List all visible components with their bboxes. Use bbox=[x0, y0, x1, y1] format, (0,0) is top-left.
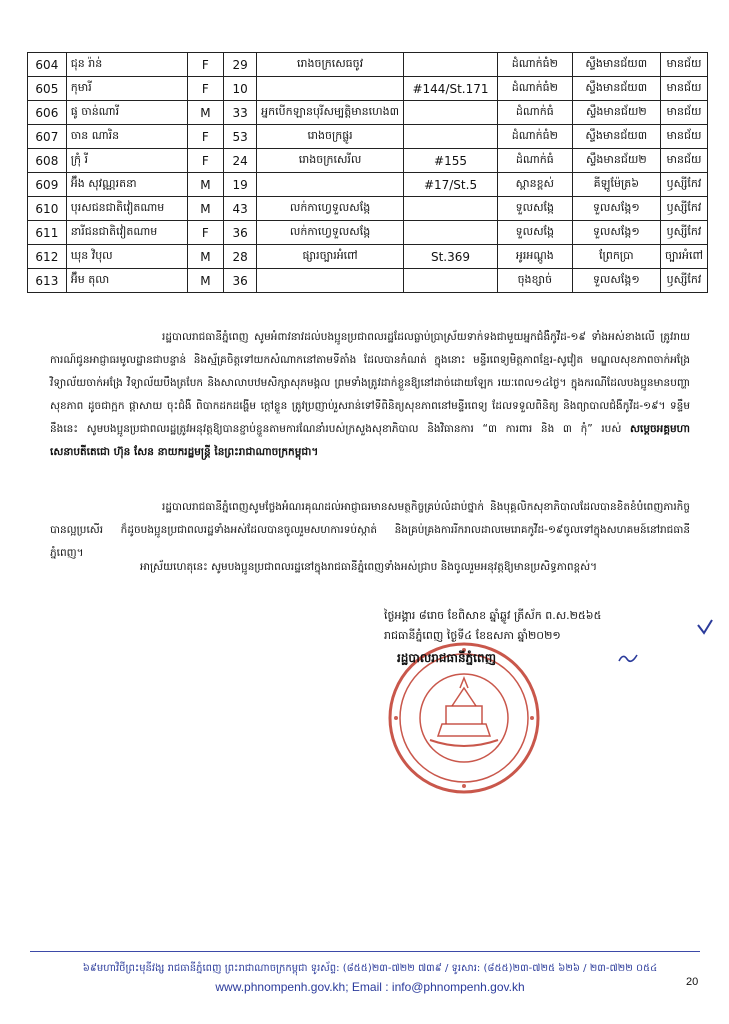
patient-sex-cell: F bbox=[187, 125, 223, 149]
workplace-cell: រោងចក្រសេរីល bbox=[257, 149, 404, 173]
case-number-cell: 610 bbox=[28, 197, 67, 221]
patient-name-cell: អ៊ឹង សុវណ្ណរតនា bbox=[66, 173, 187, 197]
workplace-cell bbox=[257, 77, 404, 101]
house-address-cell bbox=[404, 125, 498, 149]
patient-name-cell: នារីជនជាតិវៀតណាម bbox=[66, 221, 187, 245]
table-row bbox=[28, 125, 708, 149]
case-number-cell: 605 bbox=[28, 77, 67, 101]
district-cell: មានជ័យ bbox=[660, 149, 707, 173]
workplace-cell bbox=[257, 173, 404, 197]
house-address-cell bbox=[404, 101, 498, 125]
patient-name-cell: ជុន រ៉ាន់ bbox=[66, 53, 187, 77]
village-cell: ទួលសង្កែ bbox=[498, 221, 573, 245]
footer-divider bbox=[30, 951, 700, 952]
patient-sex-cell: F bbox=[187, 53, 223, 77]
village-cell: ដំណាក់ធំ២ bbox=[498, 77, 573, 101]
district-cell: ឫស្សីកែវ bbox=[660, 269, 707, 293]
house-address-cell bbox=[404, 197, 498, 221]
patient-age-cell: 36 bbox=[224, 221, 257, 245]
patient-name-cell: បុរសជនជាតិវៀតណាម bbox=[66, 197, 187, 221]
patient-sex-cell: F bbox=[187, 221, 223, 245]
appeal-paragraph bbox=[50, 326, 690, 464]
lunar-date: ថ្ងៃអង្គារ ៨រោច ខែពិសាខ ឆ្នាំឆ្លូវ ត្រីស័ក ព.ស.២៥៦៥ bbox=[384, 609, 602, 622]
commune-cell: ស្ទឹងមានជ័យ៣ bbox=[572, 125, 660, 149]
house-address-cell bbox=[404, 221, 498, 245]
table-row bbox=[28, 77, 708, 101]
district-cell: មានជ័យ bbox=[660, 53, 707, 77]
patient-sex-cell: M bbox=[187, 245, 223, 269]
house-address-cell: #155 bbox=[404, 149, 498, 173]
patient-name-cell: ផូ ចាន់ណារី bbox=[66, 101, 187, 125]
patient-age-cell: 29 bbox=[224, 53, 257, 77]
patient-sex-cell: M bbox=[187, 269, 223, 293]
case-number-cell: 612 bbox=[28, 245, 67, 269]
case-number-cell: 606 bbox=[28, 101, 67, 125]
patient-sex-cell: F bbox=[187, 77, 223, 101]
commune-cell: ទួលសង្កែ១ bbox=[572, 269, 660, 293]
patient-age-cell: 24 bbox=[224, 149, 257, 173]
commune-cell: គីឡូម៉ែត្រ៦ bbox=[572, 173, 660, 197]
patient-sex-cell: M bbox=[187, 197, 223, 221]
patient-age-cell: 43 bbox=[224, 197, 257, 221]
house-address-cell: #17/St.5 bbox=[404, 173, 498, 197]
house-address-cell: #144/St.171 bbox=[404, 77, 498, 101]
table-row bbox=[28, 245, 708, 269]
village-cell: ទួលសង្កែ bbox=[498, 197, 573, 221]
village-cell: ដំណាក់ធំ bbox=[498, 101, 573, 125]
patient-age-cell: 10 bbox=[224, 77, 257, 101]
village-cell: អូរអណ្តូង bbox=[498, 245, 573, 269]
patient-name-cell: កុមារី bbox=[66, 77, 187, 101]
commune-cell: ស្ទឹងមានជ័យ៣ bbox=[572, 53, 660, 77]
workplace-cell: ផ្សារច្បារអំពៅ bbox=[257, 245, 404, 269]
table-row bbox=[28, 173, 708, 197]
signer-title: រដ្ឋបាលរាជធានីភ្នំពេញ bbox=[397, 651, 497, 665]
patient-name-cell: ចាន ណារិន bbox=[66, 125, 187, 149]
case-rows bbox=[28, 53, 708, 293]
prime-minister-title: សម្តេចអគ្គមហាសេនាបតីតេជោ ហ៊ុន សែន នាយករដ្ឋមន្ត្រី នៃព្រះរាជាណាចក្រកម្ពុជា។ bbox=[50, 423, 690, 458]
table-row bbox=[28, 53, 708, 77]
case-number-cell: 604 bbox=[28, 53, 67, 77]
workplace-cell: លក់កាហ្វេទួលសង្កែ bbox=[257, 197, 404, 221]
covid-cases-table bbox=[27, 52, 708, 293]
workplace-cell: អ្នកបើកឡានបុរីសម្បត្តិមានហេង៣ bbox=[257, 101, 404, 125]
table-row bbox=[28, 269, 708, 293]
district-cell: ឫស្សីកែវ bbox=[660, 221, 707, 245]
village-cell: ដំណាក់ធំ២ bbox=[498, 53, 573, 77]
footer-contact: www.phnompenh.gov.kh; Email : info@phnompenh.gov.kh bbox=[215, 980, 525, 994]
village-cell: ចុងខ្សាច់ bbox=[498, 269, 573, 293]
patient-name-cell: ឃុន វិបុល bbox=[66, 245, 187, 269]
page-number: 20 bbox=[686, 976, 699, 988]
workplace-cell bbox=[257, 269, 404, 293]
patient-age-cell: 36 bbox=[224, 269, 257, 293]
case-number-cell: 611 bbox=[28, 221, 67, 245]
village-cell: ដំណាក់ធំ២ bbox=[498, 125, 573, 149]
footer-address: ៦៩មហាវិថីព្រះមុនីវង្ស រាជធានីភ្នំពេញ ព្រះរាជាណាចក្រកម្ពុជា ទូរស័ព្ទ: (៨៥៥)២៣-៧២២ ៧៣៩ / ទូរសារ: (៨៥៥)២៣-៧២៥ ៦២៦ / ២៣-៧២២ ០៥៤ bbox=[82, 963, 658, 974]
district-cell: ឫស្សីកែវ bbox=[660, 197, 707, 221]
district-cell: មានជ័យ bbox=[660, 101, 707, 125]
commune-cell: ស្ទឹងមានជ័យ២ bbox=[572, 149, 660, 173]
district-cell: ច្បារអំពៅ bbox=[660, 245, 707, 269]
commune-cell: ព្រែកប្រា bbox=[572, 245, 660, 269]
district-cell: មានជ័យ bbox=[660, 125, 707, 149]
patient-sex-cell: M bbox=[187, 101, 223, 125]
checkmark-signature-icon bbox=[696, 618, 714, 636]
commune-cell: ស្ទឹងមានជ័យ២ bbox=[572, 101, 660, 125]
house-address-cell: St.369 bbox=[404, 245, 498, 269]
patient-name-cell: ក្រុំ រី bbox=[66, 149, 187, 173]
workplace-cell: លក់កាហ្វេទួលសង្កែ bbox=[257, 221, 404, 245]
village-cell: ដំណាក់ធំ bbox=[498, 149, 573, 173]
case-number-cell: 609 bbox=[28, 173, 67, 197]
commune-cell: ទួលសង្កែ១ bbox=[572, 197, 660, 221]
conclusion-paragraph: អាស្រ័យហេតុនេះ សូមបងប្អូនប្រជាពលរដ្ឋនៅក្នុងរាជធានីភ្នំពេញទាំងអស់ជ្រាប និងចូលរួមអនុវត្តឱ្យមានប្រសិទ្ធភាពខ្ពស់។ bbox=[140, 561, 598, 573]
case-number-cell: 608 bbox=[28, 149, 67, 173]
commune-cell: ទួលសង្កែ១ bbox=[572, 221, 660, 245]
patient-age-cell: 53 bbox=[224, 125, 257, 149]
table-row bbox=[28, 101, 708, 125]
thanks-paragraph: រដ្ឋបាលរាជធានីភ្នំពេញសូមថ្លែងអំណរគុណដល់អាជ្ញាធរមានសមត្ថកិច្ចគ្រប់លំដាប់ថ្នាក់ និងបុគ្គលិកសុខាភិបាលដែលបានខិតខំបំពេញភារកិច្ចបានល្អប្រសើរ ក៏ដូចបងប្អូនប្រជាពលរដ្ឋទាំងអស់ដែលបានចូលរួមសហការទប់ស្កាត់ និងគ្រប់គ្រងការរីករាលដាលមេរោគកូវីដ-១៩ចូលទៅក្នុងសហគមន៍នៅរាជធានីភ្នំពេញ។ bbox=[50, 501, 690, 559]
case-number-cell: 613 bbox=[28, 269, 67, 293]
patient-name-cell: អ៊ឹម តុលា bbox=[66, 269, 187, 293]
workplace-cell: រោងចក្រផ្លូរ bbox=[257, 125, 404, 149]
village-cell: ស្ពានខ្ពស់ bbox=[498, 173, 573, 197]
signature-icon bbox=[617, 651, 639, 665]
district-cell: ឫស្សីកែវ bbox=[660, 173, 707, 197]
table-row bbox=[28, 221, 708, 245]
patient-sex-cell: F bbox=[187, 149, 223, 173]
table-row bbox=[28, 197, 708, 221]
house-address-cell bbox=[404, 53, 498, 77]
house-address-cell bbox=[404, 269, 498, 293]
table-row bbox=[28, 149, 708, 173]
commune-cell: ស្ទឹងមានជ័យ៣ bbox=[572, 77, 660, 101]
district-cell: មានជ័យ bbox=[660, 77, 707, 101]
workplace-cell: រោងចក្រសេធចូវ bbox=[257, 53, 404, 77]
patient-age-cell: 33 bbox=[224, 101, 257, 125]
patient-sex-cell: M bbox=[187, 173, 223, 197]
patient-age-cell: 19 bbox=[224, 173, 257, 197]
appeal-text: រដ្ឋបាលរាជធានីភ្នំពេញ សូមអំពាវនាវដល់បងប្អូនប្រជាពលរដ្ឋដែលធ្លាប់ប្រាស្រ័យទាក់ទងជាមួយអ្នកជំងឺកូវីដ-១៩ ទាំងអស់ខាងលើ ត្រូវរាយការណ៍ជូនអាជ្ញាធរមូលដ្ឋានជាបន្ទាន់ និងស្ម័គ្រចិត្តទៅយកសំណាកនៅតាមទីតាំង ដែលបានកំណត់ ក្នុងនោះ មន្ទីរពេទ្យមិត្តភាពខ្មែរ-សូវៀត មណ្ឌលសុខភាពចាក់អង្រែ វិទ្យាល័យចាក់អង្រែ វិទ្យាល័យបឹងត្របែក និងសាលាបឋមសិក្សាសុភមង្គល ព្រមទាំងត្រូវដាក់ខ្លួនឱ្យនៅដាច់ដោយឡែក រយៈពេល១៤ថ្ងៃ។ ក្នុងករណីដែលបងប្អូនមានបញ្ហាសុខភាព ដូចជាក្អក ផ្តាសាយ ចុះជំងឺ ពិបាកដកដង្ហើម ក្តៅខ្លួន ត្រូវប្រញាប់រួសរាន់ទៅទីពិនិត្យសុខភាពនៅមន្ទីរពេទ្យ ដែលទទួលពិនិត្យ និងព្យាបាលជំងឺកូវីដ-១៩។ ទន្ទឹមនឹងនេះ សូមបងប្អូនប្រជាពលរដ្ឋត្រូវអនុវត្តឱ្យបានខ្ជាប់ខ្ជួនតាមការណែនាំរបស់ក្រសួងសុខាភិបាល និងវិធានការ “៣ ការពារ និង ៣ កុំ” របស់ bbox=[50, 331, 690, 435]
solar-date: រាជធានីភ្នំពេញ ថ្ងៃទី៤ ខែឧសភា ឆ្នាំ២០២១ bbox=[384, 629, 561, 642]
case-number-cell: 607 bbox=[28, 125, 67, 149]
patient-age-cell: 28 bbox=[224, 245, 257, 269]
